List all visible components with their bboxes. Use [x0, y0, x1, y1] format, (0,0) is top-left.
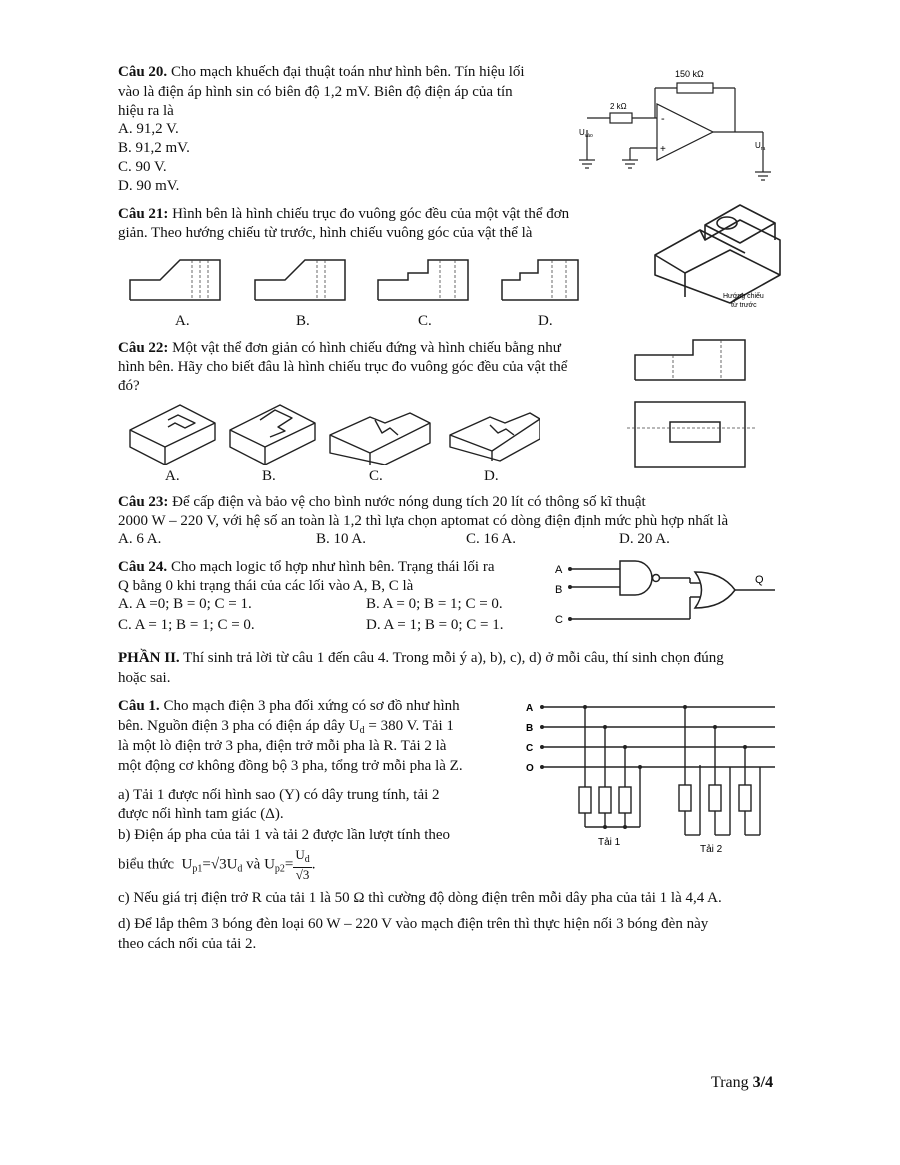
c1-statement-d-line-1[interactable]: d) Để lắp thêm 3 bóng đèn loại 60 W – 220 V vào mạch điện trên thì thực hiện nối 3 bóng đèn này	[118, 916, 709, 932]
q20-line-2: vào là điện áp hình sin có biên độ 1,2 mV. Biên độ điện áp của tín	[118, 84, 513, 100]
q22-option-d[interactable]: D.	[484, 468, 499, 484]
input-c-label: C	[555, 614, 563, 626]
q20-line-3: hiệu ra là	[118, 103, 174, 119]
q20-option-c[interactable]: C. 90 V.	[118, 159, 167, 175]
load-2-label: Tải 2	[700, 844, 723, 855]
q23-line-2: 2000 W – 220 V, với hệ số an toàn là 1,2 thì lựa chọn aptomat có dòng điện định mức phù hợp nhất là	[118, 513, 729, 529]
input-b-label: B	[555, 584, 563, 596]
c1-statement-d-line-2[interactable]: theo cách nối của tải 2.	[118, 936, 257, 952]
c1-statement-c[interactable]: c) Nếu giá trị điện trở R của tải 1 là 50 Ω thì cường độ dòng điện trên mỗi dây pha của tải 1 là 4,4 A.	[118, 890, 722, 906]
resistor-150k-label: 150 kΩ	[675, 69, 704, 79]
q20-option-a[interactable]: A. 91,2 V.	[118, 121, 179, 137]
c1-line-2: bên. Nguồn điện 3 pha có điện áp dây $U_d = 380$ V. Tải 1	[118, 718, 454, 736]
q20-line-1: Câu 20. Cho mạch khuếch đại thuật toán như hình bên. Tín hiệu lối	[118, 64, 525, 80]
phase-b-label: B	[526, 723, 534, 734]
q21-isometric-object	[645, 195, 795, 325]
q21-option-b[interactable]: B.	[296, 313, 310, 329]
q24-option-c[interactable]: C. A = 1; B = 1; C = 0.	[118, 617, 255, 633]
q24-option-b[interactable]: B. A = 0; B = 1; C = 0.	[366, 596, 503, 612]
c1-statement-b-formula[interactable]: biểu thức $U_{p1}=√3U_d$ và $U_{p2}=$ $\frac{U_d}{√3}$ .	[118, 847, 316, 882]
q21-option-c[interactable]: C.	[418, 313, 432, 329]
c1-line-4: một động cơ không đồng bộ 3 pha, tổng trở mỗi pha là Z.	[118, 758, 463, 774]
q21-projection-options	[120, 245, 580, 310]
q21-line-1: Câu 21: Hình bên là hình chiếu trục đo vuông góc đều của một vật thể đơn	[118, 206, 570, 222]
input-a-label: A	[555, 564, 563, 576]
q24-option-d[interactable]: D. A = 1; B = 0; C = 1.	[366, 617, 504, 633]
q21-number: Câu 21:	[118, 206, 169, 222]
q24-number: Câu 24.	[118, 559, 168, 575]
q21-option-a[interactable]: A.	[175, 313, 190, 329]
view-direction-caption-1: Hướng chiếu	[723, 293, 764, 300]
view-direction-caption-2: từ trước	[731, 302, 757, 309]
q23-option-a[interactable]: A. 6 A.	[118, 531, 162, 547]
c1-number: Câu 1.	[118, 698, 160, 714]
q23-option-d[interactable]: D. 20 A.	[619, 531, 670, 547]
q20-number: Câu 20.	[118, 64, 168, 80]
load-1-label: Tải 1	[598, 837, 621, 848]
inverting-input-sign: -	[661, 113, 665, 125]
output-q-label: Q	[755, 574, 764, 586]
q22-orthographic-views	[625, 330, 775, 475]
formula-fraction: $\frac{U_d}{√3}$	[295, 847, 310, 882]
q22-line-3: đó?	[118, 378, 140, 394]
neutral-o-label: O	[526, 763, 534, 774]
q22-isometric-options	[120, 395, 540, 465]
part2-line-1: PHẦN II. Thí sinh trả lời từ câu 1 đến câu 4. Trong mỗi ý a), b), c), d) ở mỗi câu, thí sinh chọn đúng	[118, 650, 724, 666]
logic-circuit-diagram	[550, 557, 790, 629]
c1-statement-a-line-1[interactable]: a) Tải 1 được nối hình sao (Y) có dây trung tính, tải 2	[118, 787, 440, 803]
noninverting-input-sign: +	[660, 144, 666, 155]
phase-a-label: A	[526, 703, 534, 714]
c1-statement-b-line-1[interactable]: b) Điện áp pha của tải 1 và tải 2 được lần lượt tính theo	[118, 827, 451, 843]
output-voltage-label: $U_{ra}$	[755, 141, 766, 152]
q24-option-a[interactable]: A. A =0; B = 0; C = 1.	[118, 596, 252, 612]
phase-c-label: C	[526, 743, 534, 754]
part2-line-2: hoặc sai.	[118, 670, 171, 686]
q23-line-1: Câu 23: Để cấp điện và bảo vệ cho bình nước nóng dung tích 20 lít có thông số kĩ thuật	[118, 494, 646, 510]
q22-option-b[interactable]: B.	[262, 468, 276, 484]
q23-option-b[interactable]: B. 10 A.	[316, 531, 367, 547]
q20-option-b[interactable]: B. 91,2 mV.	[118, 140, 190, 156]
q20-option-d[interactable]: D. 90 mV.	[118, 178, 180, 194]
q24-line-2: Q bằng 0 khi trạng thái của các lối vào A, B, C là	[118, 578, 414, 594]
q24-line-1: Câu 24. Cho mạch logic tổ hợp như hình bên. Trạng thái lối ra	[118, 559, 495, 575]
q21-option-d[interactable]: D.	[538, 313, 553, 329]
page-number: Trang 3/4	[711, 1074, 774, 1091]
q22-option-c[interactable]: C.	[369, 468, 383, 484]
op-amp-circuit-diagram	[575, 60, 775, 190]
q23-option-c[interactable]: C. 16 A.	[466, 531, 517, 547]
q22-option-a[interactable]: A.	[165, 468, 180, 484]
q21-line-2: giản. Theo hướng chiếu từ trước, hình chiếu vuông góc của vật thể là	[118, 225, 533, 241]
c1-line-3: là một lò điện trở 3 pha, điện trở mỗi pha là R. Tải 2 là	[118, 738, 447, 754]
part2-title: PHẦN II.	[118, 650, 180, 666]
c1-statement-a-line-2[interactable]: được nối hình tam giác (Δ).	[118, 806, 284, 822]
q23-number: Câu 23:	[118, 494, 169, 510]
q22-number: Câu 22:	[118, 340, 169, 356]
resistor-2k-label: 2 kΩ	[610, 102, 627, 111]
c1-line-1: Câu 1. Cho mạch điện 3 pha đối xứng có sơ đồ như hình	[118, 698, 460, 714]
input-voltage-label: $U_{vào}$	[579, 128, 593, 139]
q22-line-1: Câu 22: Một vật thể đơn giản có hình chiếu đứng và hình chiếu bằng như	[118, 340, 561, 356]
q22-line-2: hình bên. Hãy cho biết đâu là hình chiếu trục đo vuông góc đều của vật thể	[118, 359, 568, 375]
three-phase-circuit-diagram	[520, 695, 785, 860]
